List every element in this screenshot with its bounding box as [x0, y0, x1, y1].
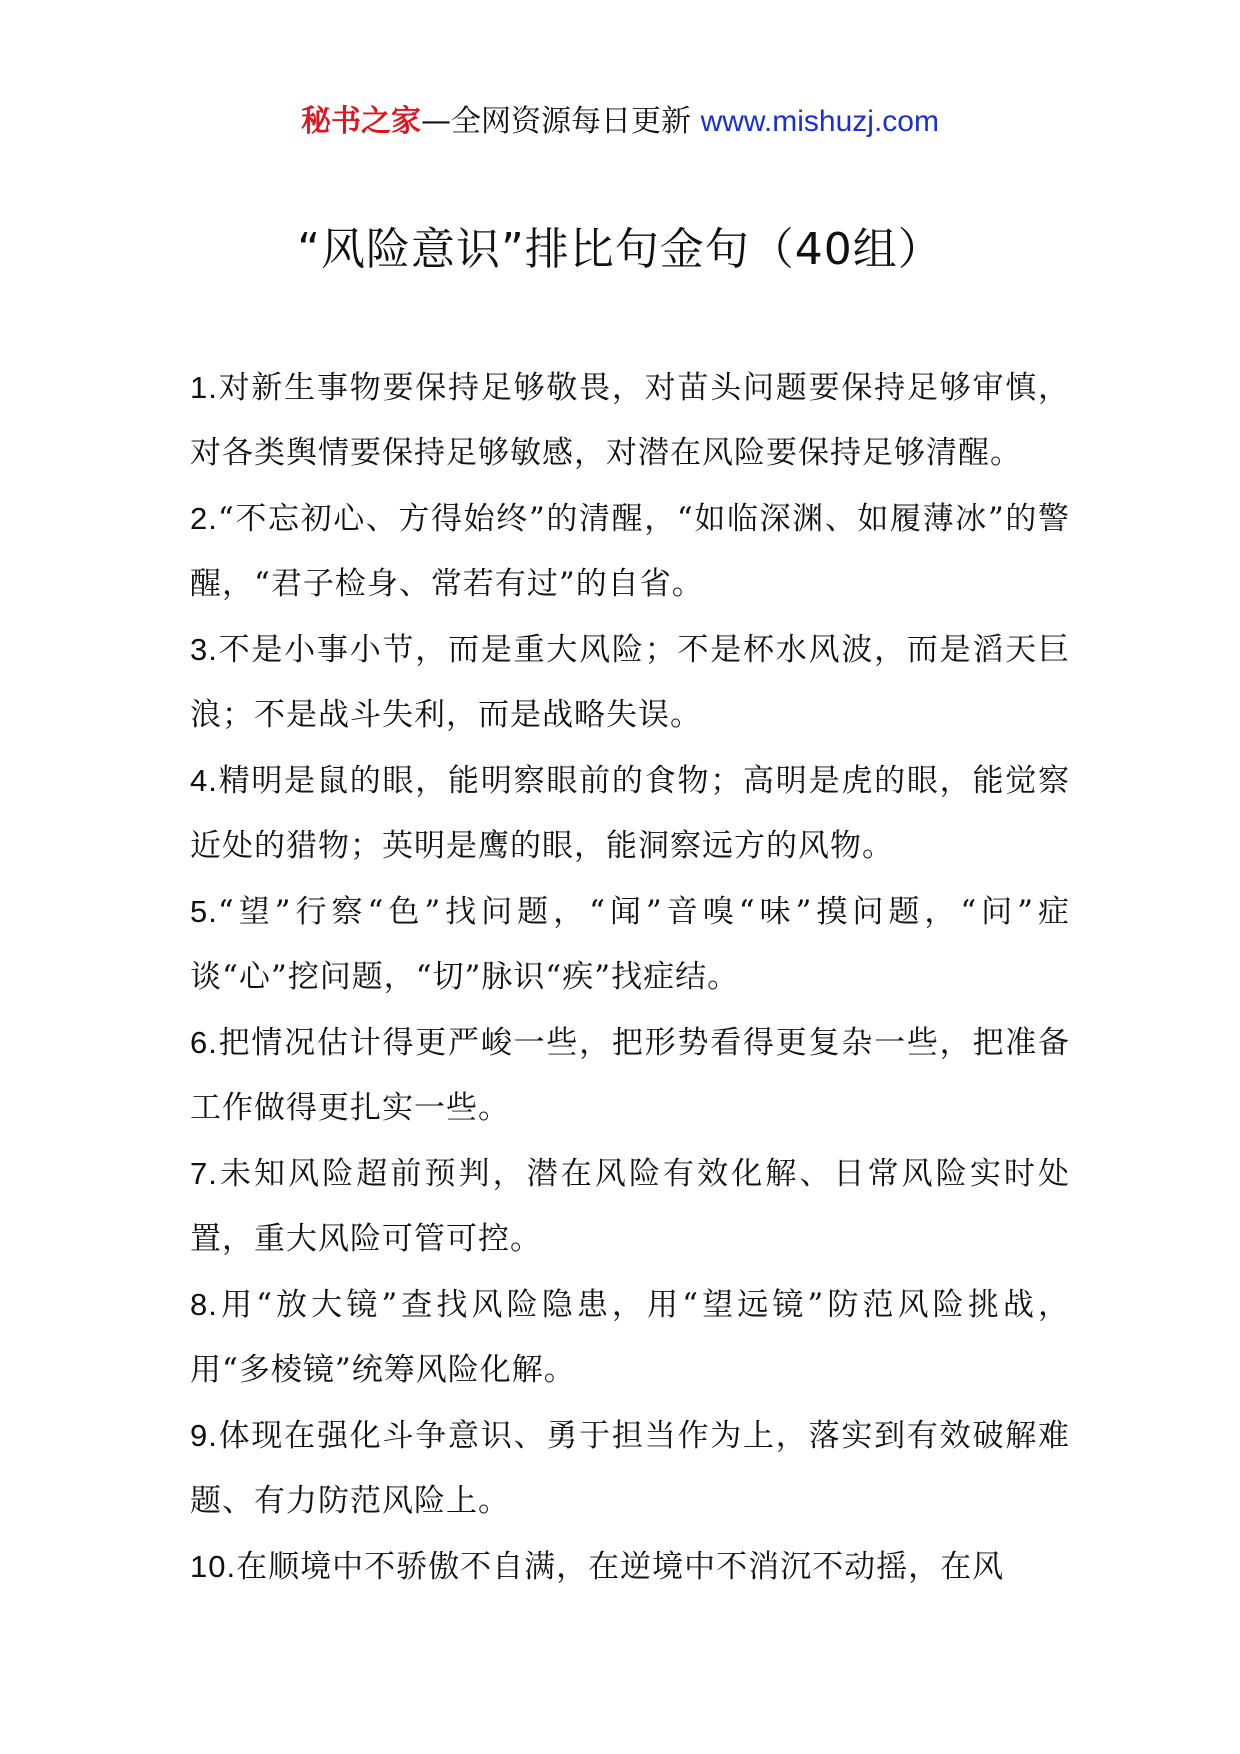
item-number: 3.	[190, 632, 218, 667]
document-title: “风险意识”排比句金句（40组）	[297, 224, 943, 275]
list-item	[190, 355, 1070, 486]
item-number: 8.	[190, 1287, 218, 1322]
list-item	[190, 748, 1070, 879]
item-text: 对新生事物要保持足够敬畏，对苗头问题要保持足够审慎，对各类舆情要保持足够敏感，对潜在风险要保持足够清醒。	[190, 370, 1070, 471]
item-text: 不是小事小节，而是重大风险；不是杯水风波，而是滔天巨浪；不是战斗失利，而是战略失误。	[190, 632, 1070, 733]
list-item	[190, 486, 1070, 617]
document-body	[190, 355, 1070, 1600]
site-tagline: —全网资源每日更新	[421, 104, 692, 139]
item-number: 6.	[190, 1025, 218, 1060]
item-text: 体现在强化斗争意识、勇于担当作为上，落实到有效破解难题、有力防范风险上。	[190, 1418, 1070, 1519]
item-number: 1.	[190, 370, 218, 405]
list-item	[190, 1403, 1070, 1534]
item-text: 把情况估计得更严峻一些，把形势看得更复杂一些，把准备工作做得更扎实一些。	[190, 1025, 1070, 1126]
item-text: 在顺境中不骄傲不自满，在逆境中不消沉不动摇，在风	[236, 1549, 1005, 1585]
brand-name: 秘书之家	[301, 104, 422, 139]
item-number: 4.	[190, 763, 218, 798]
item-number: 9.	[190, 1418, 218, 1453]
list-item	[190, 879, 1070, 1010]
site-url-link[interactable]: www.mishuzj.com	[700, 105, 939, 138]
item-text: 用“放大镜”查找风险隐患，用“望远镜”防范风险挑战，用“多棱镜”统筹风险化解。	[190, 1287, 1070, 1388]
list-item	[190, 1141, 1070, 1272]
item-number: 10.	[190, 1549, 237, 1584]
site-header	[0, 100, 1240, 144]
item-number: 7.	[190, 1156, 218, 1191]
list-item	[190, 1534, 1070, 1600]
list-item	[190, 1272, 1070, 1403]
item-text: 未知风险超前预判，潜在风险有效化解、日常风险实时处置，重大风险可管可控。	[190, 1156, 1070, 1257]
item-number: 2.	[190, 501, 218, 536]
item-text: “望”行察“色”找问题，“闻”音嗅“味”摸问题，“问”症谈“心”挖问题，“切”脉识“疾”找症结。	[190, 894, 1070, 995]
item-text: “不忘初心、方得始终”的清醒，“如临深渊、如履薄冰”的警醒，“君子检身、常若有过”的自省。	[190, 501, 1070, 602]
item-text: 精明是鼠的眼，能明察眼前的食物；高明是虎的眼，能觉察近处的猎物；英明是鹰的眼，能洞察远方的风物。	[190, 763, 1070, 864]
item-number: 5.	[190, 894, 218, 929]
list-item	[190, 1010, 1070, 1141]
list-item	[190, 617, 1070, 748]
